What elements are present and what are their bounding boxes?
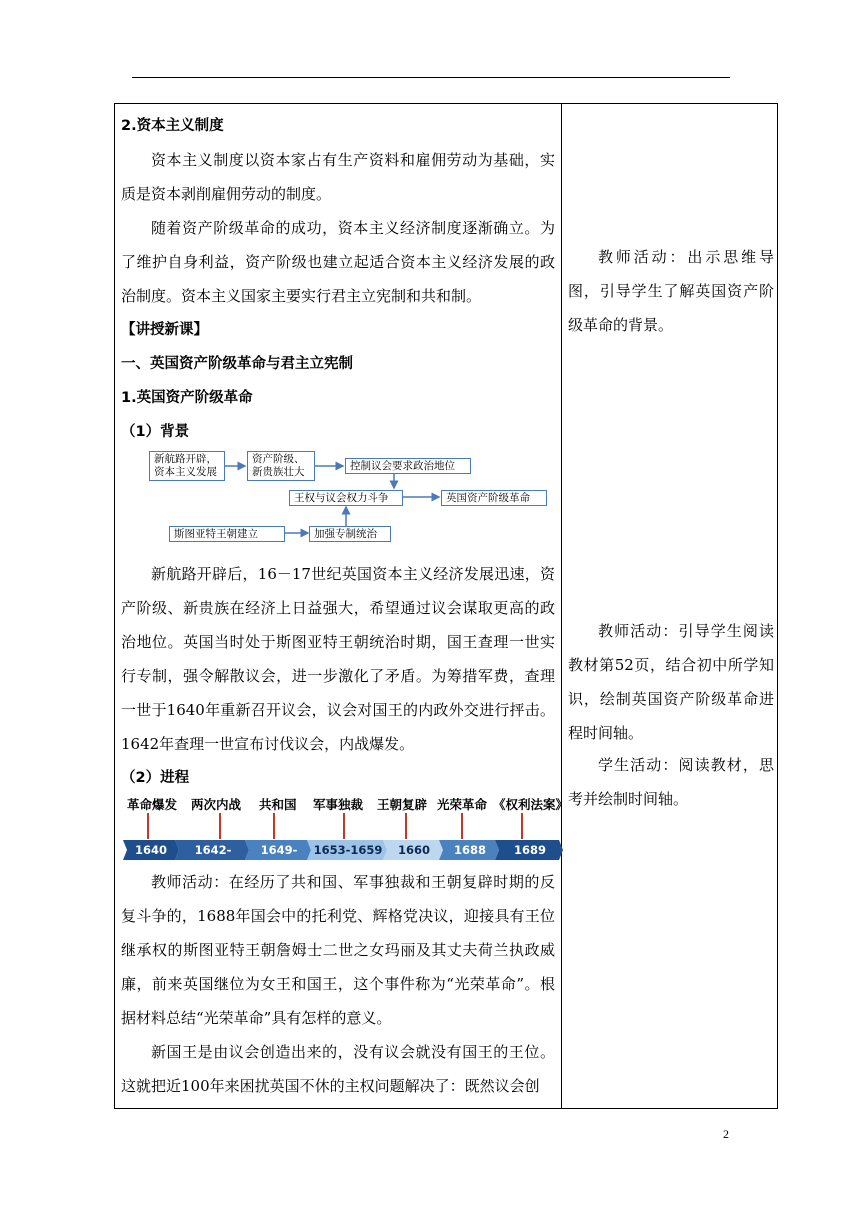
timeline-tick-3 (273, 813, 275, 839)
timeline-period-5: 1660 (397, 843, 430, 857)
paragraph-capitalism-establishment: 随着资产阶级革命的成功，资本主义经济制度逐渐确立。为了维护自身利益，资产阶级也建立起适合资本主义经济发展的政治制度。资本主义国家主要实行君主立宪制和共和制。 (121, 219, 555, 305)
page-number: 2 (723, 1127, 729, 1141)
heading-english-revolution: 一、英国资产阶级革命与君主立宪制 (121, 356, 353, 372)
timeline-period-3: 1649-1653 (260, 843, 298, 877)
timeline-tick-1 (147, 813, 149, 839)
heading-process: （2）进程 (121, 770, 190, 786)
revolution-timeline (121, 795, 569, 877)
timeline-event-1: 革命爆发 (127, 797, 178, 812)
box-autocracy: 加强专制统治 (309, 526, 391, 542)
timeline-event-3: 共和国 (259, 797, 297, 812)
box-power-struggle: 王权与议会权力斗争 (289, 490, 403, 506)
timeline-event-4: 军事独裁 (313, 797, 364, 812)
teacher-activity-timeline: 教师活动：引导学生阅读教材第52页，结合初中所学知识，绘制英国资产阶级革命进程时间轴。 (568, 622, 774, 742)
timeline-period-4: 1653-1659 (313, 843, 383, 857)
timeline-event-5: 王朝复辟 (377, 797, 428, 812)
box-new-route: 新航路开辟， 资本主义发展 (149, 451, 225, 481)
timeline-tick-5 (405, 813, 407, 839)
timeline-period-7: 1689 (513, 843, 546, 857)
column-divider (561, 104, 562, 1108)
timeline-tick-4 (343, 813, 345, 839)
box-bourgeoisie-growth: 资产阶级、 新贵族壮大 (247, 451, 315, 481)
timeline-tick-7 (521, 813, 523, 839)
timeline-event-6: 光荣革命 (437, 797, 488, 812)
header-rule (132, 77, 730, 78)
teacher-activity-mindmap: 教师活动：出示思维导图，引导学生了解英国资产阶级革命的背景。 (568, 248, 774, 334)
lesson-table (114, 103, 778, 1109)
box-stuart-dynasty: 斯图亚特王朝建立 (169, 526, 285, 542)
timeline-period-1: 1640 (134, 843, 167, 857)
timeline-period-6: 1688 (453, 843, 486, 857)
paragraph-new-king: 新国王是由议会创造出来的，没有议会就没有国王的王位。这就把近100年来困扰英国不休的主权问题解决了：既然议会创 (121, 1043, 555, 1095)
timeline-event-2: 两次内战 (191, 797, 242, 812)
paragraph-capitalism-definition: 资本主义制度以资本家占有生产资料和雇佣劳动为基础，实质是资本剥削雇佣劳动的制度。 (121, 151, 555, 203)
content-column (121, 109, 569, 1103)
box-english-revolution: 英国资产阶级革命 (441, 490, 547, 506)
paragraph-background-description: 新航路开辟后，16－17世纪英国资本主义经济发展迅速，资产阶级、新贵族在经济上日益强大，希望通过议会谋取更高的政治地位。英国当时处于斯图亚特王朝统治时期，国王查理一世实行专制，强令解散议会，进一步激化了矛盾。为筹措军费，查理一世于1640年重新召开议会，议会对国王的内政外交进行抨击。1642年查理一世宣布讨伐议会，内战爆发。 (121, 565, 555, 753)
timeline-tick-2 (219, 813, 221, 839)
box-control-parliament: 控制议会要求政治地位 (345, 458, 471, 474)
heading-revolution-subsection: 1.英国资产阶级革命 (121, 390, 253, 406)
new-lesson-label: 【讲授新课】 (121, 322, 208, 338)
paragraph-glorious-revolution: 教师活动：在经历了共和国、军事独裁和王朝复辟时期的反复斗争的，1688年国会中的托利党、辉格党决议，迎接具有王位继承权的斯图亚特王朝詹姆士二世之女玛丽及其丈夫荷兰执政威廉，前来英国继位为女王和国王，这个事件称为“光荣革命”。根据材料总结“光荣革命”具有怎样的意义。 (121, 873, 555, 1027)
section-title: 2.资本主义制度 (121, 118, 224, 134)
timeline-event-7: 《权利法案》 (493, 797, 569, 812)
student-activity-timeline: 学生活动：阅读教材，思考并绘制时间轴。 (568, 756, 774, 808)
timeline-tick-6 (461, 813, 463, 839)
background-mindmap (121, 451, 555, 551)
timeline-period-2: 1642-1649 (194, 843, 232, 877)
heading-background: （1）背景 (121, 424, 190, 440)
